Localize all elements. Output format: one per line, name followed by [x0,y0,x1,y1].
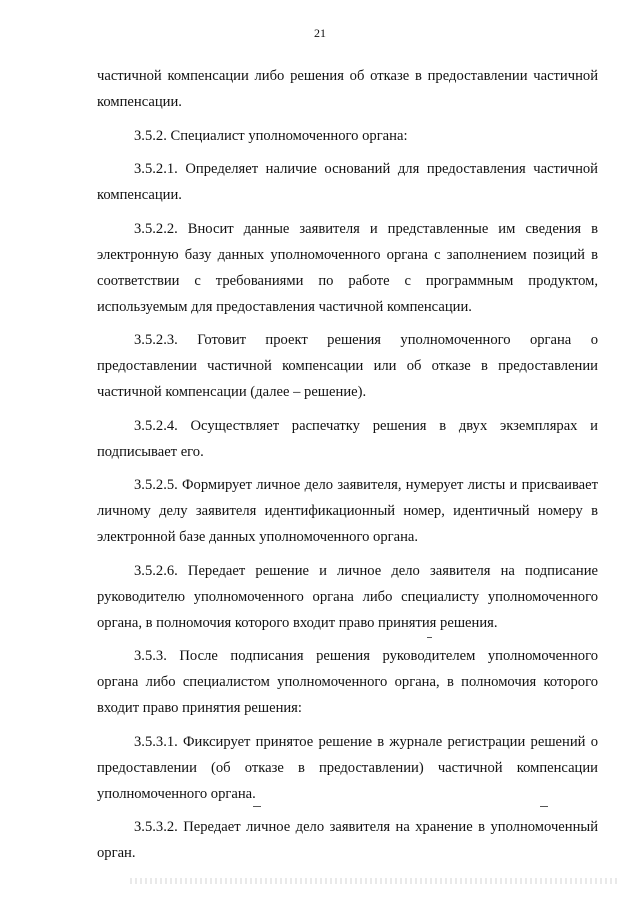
paragraph-3-5-2-4: 3.5.2.4. Осуществляет распечатку решения в двух экземплярах и подписывает его. [97,417,598,460]
paragraph-3-5-2-5: 3.5.2.5. Формирует личное дело заявителя, нумерует листы и присваивает личному делу заявителя идентификационный номер, идентичный номеру в электронной базе данных уполномоченного органа. [97,477,598,545]
paragraph-3-5-2-2: 3.5.2.2. Вносит данные заявителя и представленные им сведения в электронную базу данных уполномоченного органа с заполнением позиций в соответствии с требованиями по работе с программным продуктом, используемым для предоставления частичной компенсации. [97,220,598,315]
paragraph-3-5-3-1: 3.5.3.1. Фиксирует принятое решение в журнале регистрации решений о предоставлении (об отказе в предоставлении) частичной компенсации уполномоченного органа. [97,733,598,802]
paragraph-3-5-3: 3.5.3. После подписания решения руководителем уполномоченного органа либо специалистом уполномоченного органа, в полномочия которого входит право принятия решения: [97,648,598,716]
paragraph-3-5-3-2: 3.5.3.2. Передает личное дело заявителя на хранение в уполномоченный орган. [97,819,598,861]
paragraph-3-5-2-3: 3.5.2.3. Готовит проект решения уполномоченного органа о предоставлении частичной компенсации или об отказе в предоставлении частичной компенсации (далее – решение). [97,332,598,400]
paragraph-3-5-2: 3.5.2. Специалист уполномоченного органа: [134,127,408,144]
page-number: 21 [314,26,326,40]
paragraph-3-5-2-6: 3.5.2.6. Передает решение и личное дело заявителя на подписание руководителю уполномоченного органа либо специалисту уполномоченного органа, в полномочия которого входит право принятия решения. [97,562,598,631]
scan-mark [253,806,261,807]
document-body [97,63,598,874]
paragraph-continuation: частичной компенсации либо решения об отказе в предоставлении частичной компенсации. [97,68,598,110]
scan-mark [540,806,548,807]
scan-noise [130,878,620,884]
scan-mark [427,637,432,638]
paragraph-3-5-2-1: 3.5.2.1. Определяет наличие оснований для предоставления частичной компенсации. [97,161,598,203]
